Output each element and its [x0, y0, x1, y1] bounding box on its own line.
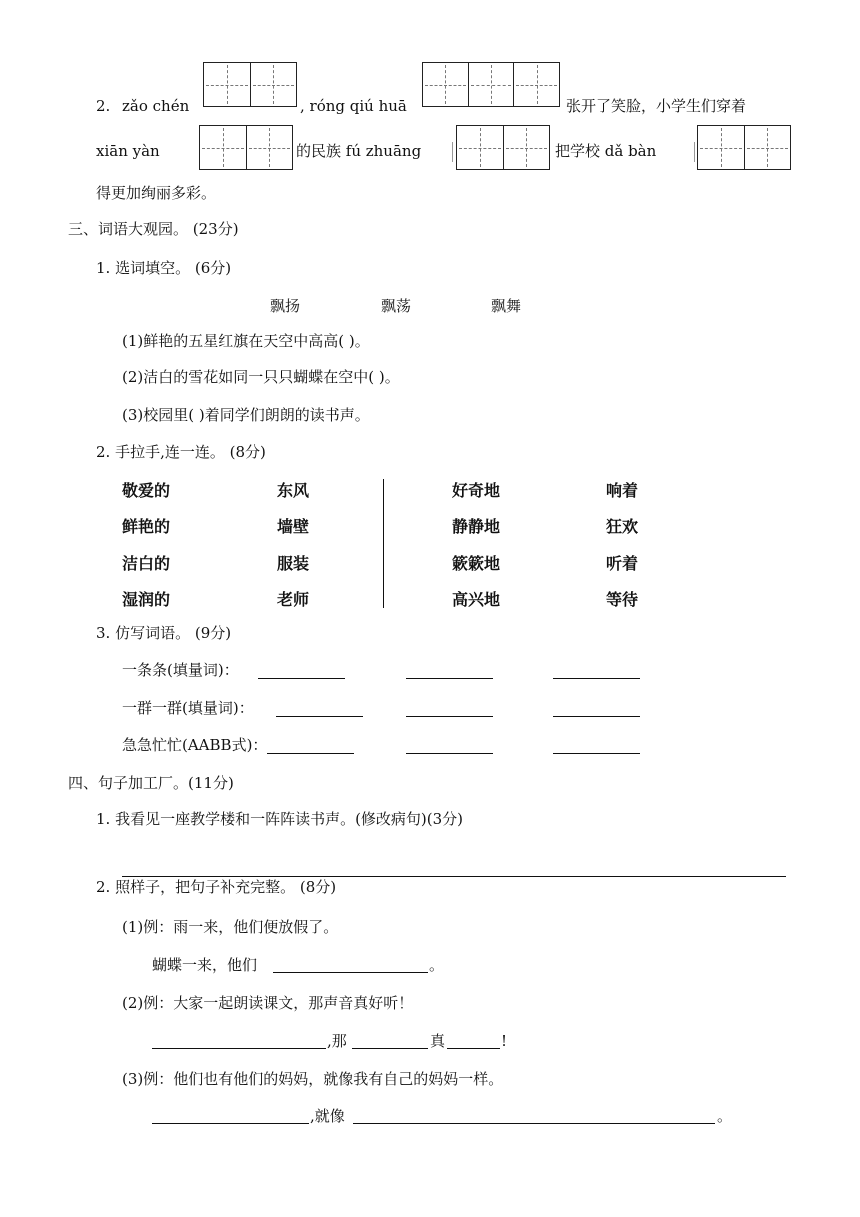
pinyin-rongqiuhua: , róng qiú huā — [300, 97, 407, 115]
match-divider — [383, 479, 384, 608]
match-right-b-3[interactable]: 听着 — [606, 554, 639, 573]
match-right-b-1[interactable]: 响着 — [606, 481, 639, 500]
match-left-b-3[interactable]: 服装 — [277, 554, 310, 573]
divider-tick — [452, 142, 453, 162]
imitate-row-1-label: 一条条(填量词)： — [122, 661, 239, 679]
sentence-part-2: 的民族 fú zhuāng — [296, 142, 422, 160]
sentence-end: 得更加绚丽多彩。 — [96, 184, 217, 202]
answer-line[interactable] — [553, 678, 640, 679]
match-right-a-2[interactable]: 静静地 — [452, 517, 501, 536]
divider-tick — [694, 142, 695, 162]
answer-line[interactable] — [553, 753, 640, 754]
word-option-2: 飘荡 — [381, 297, 412, 315]
answer-line[interactable] — [406, 716, 493, 717]
answer-line-long[interactable] — [122, 876, 786, 877]
answer-line[interactable] — [258, 678, 345, 679]
sentence-part-1: 张开了笑脸，小学生们穿着 — [566, 97, 747, 115]
example-2-part-a: ,那 — [327, 1032, 347, 1050]
example-3: (3)例：他们也有他们的妈妈，就像我有自己的妈妈一样。 — [122, 1070, 504, 1088]
section4-title: 四、句子加工厂。(11分) — [68, 774, 234, 792]
word-option-3: 飘舞 — [491, 297, 522, 315]
example-2-part-b: 真 — [430, 1032, 446, 1050]
example-1-prompt: 蝴蝶一来，他们 — [152, 956, 258, 974]
writing-box-rongqiuhua[interactable] — [422, 62, 560, 107]
answer-line[interactable] — [352, 1048, 428, 1049]
match-right-a-3[interactable]: 簌簌地 — [452, 554, 501, 573]
answer-line[interactable] — [276, 716, 363, 717]
imitate-row-2-label: 一群一群(填量词)： — [122, 699, 254, 717]
match-right-a-4[interactable]: 高兴地 — [452, 590, 501, 609]
match-left-a-3[interactable]: 洁白的 — [122, 554, 171, 573]
q4-1-title: 1. 我看见一座教学楼和一阵阵读书声。(修改病句)(3分) — [96, 810, 464, 828]
q3-3-title: 3. 仿写词语。 (9分) — [96, 624, 232, 642]
fill-sentence-3[interactable]: (3)校园里( )着同学们朗朗的读书声。 — [122, 406, 370, 424]
pinyin-zaochen: zǎo chén — [122, 97, 190, 115]
answer-line[interactable] — [553, 716, 640, 717]
answer-line[interactable] — [152, 1048, 326, 1049]
sentence-part-3: 把学校 dǎ bàn — [555, 142, 657, 160]
example-3-end: 。 — [717, 1107, 733, 1125]
match-left-b-2[interactable]: 墙壁 — [277, 517, 310, 536]
match-right-b-2[interactable]: 狂欢 — [606, 517, 639, 536]
match-left-a-2[interactable]: 鲜艳的 — [122, 517, 171, 536]
answer-line[interactable] — [447, 1048, 500, 1049]
fill-sentence-2[interactable]: (2)洁白的雪花如同一只只蝴蝶在空中( )。 — [122, 368, 400, 386]
q4-2-title: 2. 照样子，把句子补充完整。 (8分) — [96, 878, 337, 896]
answer-line[interactable] — [273, 972, 428, 973]
answer-line[interactable] — [406, 678, 493, 679]
writing-box-fuzhuang[interactable] — [456, 125, 550, 170]
writing-box-zaochen[interactable] — [203, 62, 297, 107]
example-2: (2)例：大家一起朗读课文，那声音真好听！ — [122, 994, 414, 1012]
match-right-b-4[interactable]: 等待 — [606, 590, 639, 609]
match-right-a-1[interactable]: 好奇地 — [452, 481, 501, 500]
imitate-row-3-label: 急急忙忙(AABB式)： — [122, 736, 268, 754]
example-1: (1)例：雨一来，他们便放假了。 — [122, 918, 339, 936]
word-option-1: 飘扬 — [270, 297, 301, 315]
q2-number: 2. — [96, 97, 111, 115]
answer-line[interactable] — [267, 753, 354, 754]
match-left-a-1[interactable]: 敬爱的 — [122, 481, 171, 500]
pinyin-xianyan: xiān yàn — [96, 142, 160, 160]
answer-line[interactable] — [353, 1123, 715, 1124]
q3-1-title: 1. 选词填空。 (6分) — [96, 259, 232, 277]
match-left-b-4[interactable]: 老师 — [277, 590, 310, 609]
example-3-part-a: ,就像 — [310, 1107, 345, 1125]
fill-sentence-1[interactable]: (1)鲜艳的五星红旗在天空中高高( )。 — [122, 332, 370, 350]
match-left-b-1[interactable]: 东风 — [277, 481, 310, 500]
section3-title: 三、词语大观园。 (23分) — [68, 220, 239, 238]
answer-line[interactable] — [152, 1123, 309, 1124]
q3-2-title: 2. 手拉手,连一连。 (8分) — [96, 443, 266, 461]
example-2-end: ! — [501, 1032, 508, 1050]
example-1-end: 。 — [429, 956, 445, 974]
answer-line[interactable] — [406, 753, 493, 754]
writing-box-daban[interactable] — [697, 125, 791, 170]
match-left-a-4[interactable]: 湿润的 — [122, 590, 171, 609]
writing-box-xianyan[interactable] — [199, 125, 293, 170]
